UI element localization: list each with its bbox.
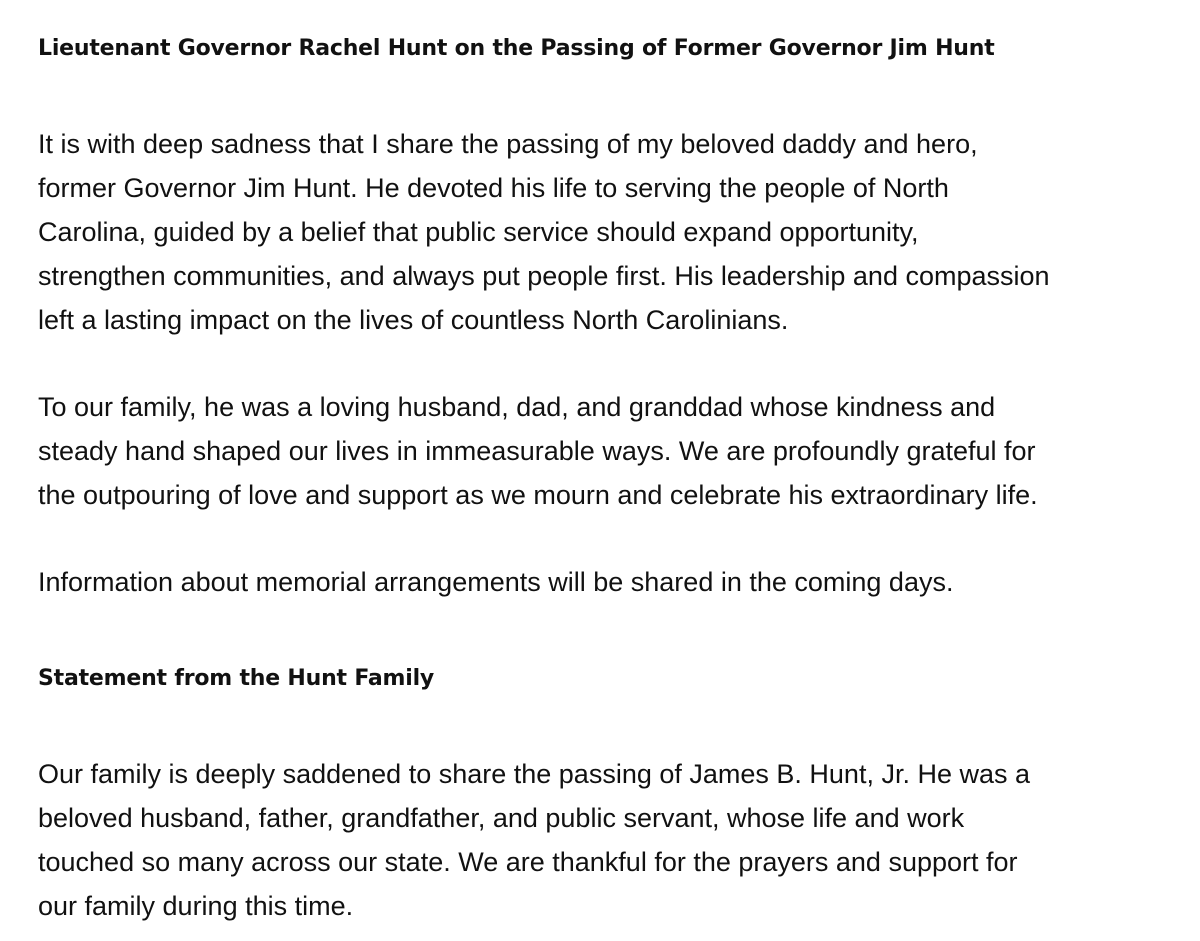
paragraph-line: left a lasting impact on the lives of countless North Carolinians.	[38, 305, 789, 335]
statement-paragraph-1	[38, 122, 1163, 342]
paragraph-line: former Governor Jim Hunt. He devoted his life to serving the people of North	[38, 173, 949, 203]
statement-title: Lieutenant Governor Rachel Hunt on the Passing of Former Governor Jim Hunt	[38, 36, 995, 61]
paragraph-line: the outpouring of love and support as we mourn and celebrate his extraordinary life.	[38, 480, 1038, 510]
paragraph-line: beloved husband, father, grandfather, and public servant, whose life and work	[38, 803, 965, 833]
family-statement-heading: Statement from the Hunt Family	[38, 666, 435, 691]
paragraph-line: our family during this time.	[38, 891, 354, 921]
paragraph-line: Carolina, guided by a belief that public service should expand opportunity,	[38, 217, 919, 247]
statement-paragraph-2	[38, 385, 1163, 517]
paragraph-line: To our family, he was a loving husband, dad, and granddad whose kindness and	[38, 392, 996, 422]
paragraph-line: strengthen communities, and always put people first. His leadership and compassion	[38, 261, 1050, 291]
paragraph-line: Our family is deeply saddened to share the passing of James B. Hunt, Jr. He was a	[38, 759, 1030, 789]
statement-paragraph-3	[38, 560, 1163, 604]
family-statement-paragraph	[38, 752, 1163, 928]
paragraph-line: touched so many across our state. We are thankful for the prayers and support for	[38, 847, 1018, 877]
paragraph-line: Information about memorial arrangements will be shared in the coming days.	[38, 567, 954, 597]
paragraph-line: steady hand shaped our lives in immeasurable ways. We are profoundly grateful for	[38, 436, 1036, 466]
paragraph-line: It is with deep sadness that I share the passing of my beloved daddy and hero,	[38, 129, 978, 159]
